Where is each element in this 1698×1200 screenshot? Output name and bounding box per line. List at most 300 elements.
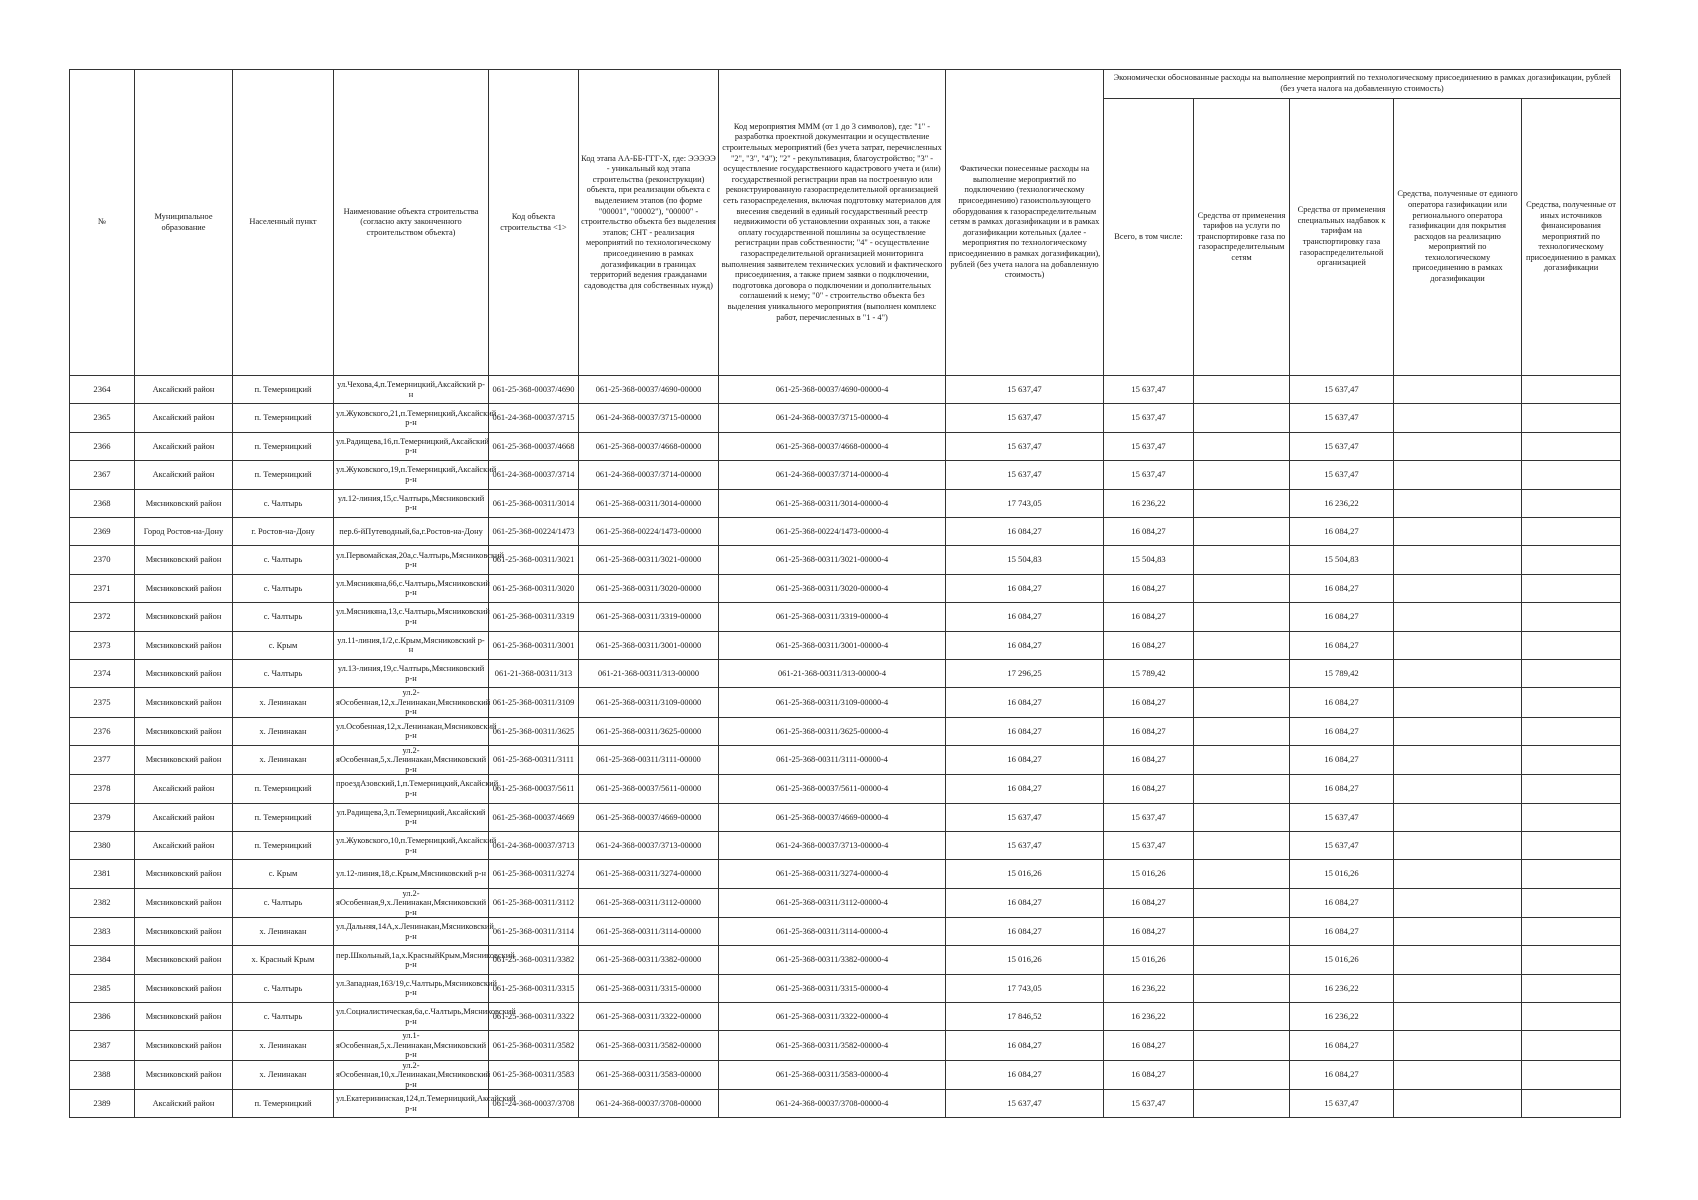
cell-stage-code: 061-25-368-00311/3319-00000	[579, 603, 719, 631]
cell-object-code: 061-25-368-00311/3625	[489, 717, 579, 745]
cell-municipality: Город Ростов-на-Дону	[135, 517, 233, 545]
cell-locality: п. Темерницкий	[233, 376, 334, 404]
cell-event-code: 061-25-368-00311/3114-00000-4	[719, 917, 946, 945]
cell-total: 16 084,27	[1104, 745, 1194, 774]
cell-event-code: 061-25-368-00037/5611-00000-4	[719, 775, 946, 803]
cell-object-name: пер.Школьный,1а,х.КрасныйКрым,Мясниковский р-н	[334, 946, 489, 974]
cell-actual-costs: 16 084,27	[946, 1031, 1104, 1060]
cell-object-name: ул.Жуковского,21,п.Темерницкий,Аксайский р-н	[334, 404, 489, 432]
cell-tariffs	[1194, 603, 1290, 631]
cell-other-funds	[1522, 404, 1621, 432]
cell-tariffs	[1194, 974, 1290, 1002]
table-row	[70, 946, 1621, 974]
cell-no: 2382	[70, 888, 135, 917]
cell-no: 2366	[70, 432, 135, 460]
cell-municipality: Мясниковский район	[135, 946, 233, 974]
gasification-cost-table	[69, 69, 1621, 1118]
header-object-code: Код объекта строительства <1>	[489, 70, 579, 376]
cell-other-funds	[1522, 860, 1621, 888]
cell-object-name: пер.6-йПутеводный,6а,г.Ростов-на-Дону	[334, 517, 489, 545]
header-economic-costs: Экономически обоснованные расходы на выполнение мероприятий по технологическому присоединению в рамках догазификации, рублей (без учета налога на добавленную стоимость)	[1104, 70, 1621, 99]
cell-operator-funds	[1394, 1089, 1522, 1117]
cell-total: 16 084,27	[1104, 1031, 1194, 1060]
cell-total: 16 236,22	[1104, 489, 1194, 517]
cell-municipality: Мясниковский район	[135, 1003, 233, 1031]
cell-operator-funds	[1394, 603, 1522, 631]
cell-actual-costs: 15 637,47	[946, 803, 1104, 831]
cell-object-name: проездАзовский,1,п.Темерницкий,Аксайский р-н	[334, 775, 489, 803]
cell-tariffs	[1194, 688, 1290, 717]
cell-total: 16 084,27	[1104, 888, 1194, 917]
cell-other-funds	[1522, 946, 1621, 974]
cell-municipality: Мясниковский район	[135, 1060, 233, 1089]
cell-event-code: 061-24-368-00037/3714-00000-4	[719, 461, 946, 489]
cell-other-funds	[1522, 775, 1621, 803]
cell-object-name: ул.Дальняя,14А,х.Ленинакан,Мясниковский р-н	[334, 917, 489, 945]
cell-stage-code: 061-24-368-00037/3715-00000	[579, 404, 719, 432]
cell-municipality: Аксайский район	[135, 775, 233, 803]
cell-object-code: 061-25-368-00311/3111	[489, 745, 579, 774]
cell-stage-code: 061-25-368-00224/1473-00000	[579, 517, 719, 545]
cell-operator-funds	[1394, 489, 1522, 517]
cell-operator-funds	[1394, 461, 1522, 489]
cell-total: 15 504,83	[1104, 546, 1194, 574]
cell-no: 2364	[70, 376, 135, 404]
cell-no: 2373	[70, 631, 135, 659]
cell-event-code: 061-25-368-00311/3020-00000-4	[719, 574, 946, 602]
cell-object-code: 061-24-368-00037/3708	[489, 1089, 579, 1117]
cell-surcharges: 16 084,27	[1290, 1060, 1394, 1089]
cell-event-code: 061-25-368-00311/3382-00000-4	[719, 946, 946, 974]
cell-surcharges: 15 637,47	[1290, 404, 1394, 432]
cell-object-name: ул.Екатерининская,124,п.Темерницкий,Аксайский р-н	[334, 1089, 489, 1117]
cell-no: 2365	[70, 404, 135, 432]
cell-stage-code: 061-25-368-00311/3322-00000	[579, 1003, 719, 1031]
cell-operator-funds	[1394, 860, 1522, 888]
table-row	[70, 574, 1621, 602]
cell-tariffs	[1194, 461, 1290, 489]
cell-no: 2377	[70, 745, 135, 774]
header-other-funds: Средства, полученные от иных источников финансирования мероприятий по технологическому присоединению в рамках догазификации	[1522, 99, 1621, 376]
cell-actual-costs: 15 637,47	[946, 432, 1104, 460]
cell-total: 15 637,47	[1104, 1089, 1194, 1117]
header-tariffs: Средства от применения тарифов на услуги по транспортировке газа по газораспределительным сетям	[1194, 99, 1290, 376]
table-row	[70, 917, 1621, 945]
cell-locality: х. Ленинакан	[233, 717, 334, 745]
cell-total: 15 637,47	[1104, 461, 1194, 489]
cell-no: 2381	[70, 860, 135, 888]
cell-tariffs	[1194, 888, 1290, 917]
cell-stage-code: 061-25-368-00037/4669-00000	[579, 803, 719, 831]
cell-actual-costs: 16 084,27	[946, 745, 1104, 774]
cell-tariffs	[1194, 376, 1290, 404]
cell-no: 2379	[70, 803, 135, 831]
cell-actual-costs: 16 084,27	[946, 603, 1104, 631]
cell-locality: х. Ленинакан	[233, 688, 334, 717]
cell-total: 16 084,27	[1104, 917, 1194, 945]
cell-tariffs	[1194, 717, 1290, 745]
cell-event-code: 061-25-368-00037/4690-00000-4	[719, 376, 946, 404]
cell-object-code: 061-25-368-00037/4690	[489, 376, 579, 404]
cell-tariffs	[1194, 517, 1290, 545]
header-municipality: Муниципальное образование	[135, 70, 233, 376]
cell-operator-funds	[1394, 404, 1522, 432]
cell-actual-costs: 16 084,27	[946, 917, 1104, 945]
cell-object-code: 061-25-368-00311/3274	[489, 860, 579, 888]
cell-no: 2384	[70, 946, 135, 974]
table-body	[70, 376, 1621, 1118]
cell-total: 15 637,47	[1104, 432, 1194, 460]
cell-other-funds	[1522, 974, 1621, 1002]
cell-object-name: ул.Жуковского,19,п.Темерницкий,Аксайский р-н	[334, 461, 489, 489]
cell-event-code: 061-25-368-00311/3112-00000-4	[719, 888, 946, 917]
cell-tariffs	[1194, 946, 1290, 974]
cell-actual-costs: 16 084,27	[946, 1060, 1104, 1089]
cell-event-code: 061-24-368-00037/3708-00000-4	[719, 1089, 946, 1117]
cell-actual-costs: 16 084,27	[946, 517, 1104, 545]
cell-no: 2388	[70, 1060, 135, 1089]
cell-operator-funds	[1394, 546, 1522, 574]
cell-object-name: ул.13-линия,19,с.Чалтырь,Мясниковский р-н	[334, 659, 489, 687]
cell-tariffs	[1194, 1089, 1290, 1117]
header-actual-costs: Фактически понесенные расходы на выполнение мероприятий по подключению (технологическому присоединению) газоиспользующего оборудования к газораспределительным сетям в рамках догазификации и в рамках догазификации котельных (далее - мероприятия по технологическому присоединению в рамках догазификации), рублей (без учета налога на добавленную стоимость)	[946, 70, 1104, 376]
cell-operator-funds	[1394, 659, 1522, 687]
cell-locality: х. Ленинакан	[233, 1031, 334, 1060]
cell-total: 16 236,22	[1104, 1003, 1194, 1031]
cell-other-funds	[1522, 803, 1621, 831]
cell-no: 2380	[70, 831, 135, 859]
cell-locality: с. Крым	[233, 631, 334, 659]
cell-stage-code: 061-25-368-00311/3111-00000	[579, 745, 719, 774]
cell-object-name: ул.Социалистическая,6а,с.Чалтырь,Мясниковский р-н	[334, 1003, 489, 1031]
cell-object-name: ул.Мясникяна,66,с.Чалтырь,Мясниковский р-н	[334, 574, 489, 602]
cell-actual-costs: 15 637,47	[946, 831, 1104, 859]
cell-object-name: ул.12-линия,18,с.Крым,Мясниковский р-н	[334, 860, 489, 888]
cell-tariffs	[1194, 917, 1290, 945]
cell-stage-code: 061-25-368-00311/3014-00000	[579, 489, 719, 517]
table-row	[70, 831, 1621, 859]
cell-actual-costs: 16 084,27	[946, 574, 1104, 602]
cell-actual-costs: 17 296,25	[946, 659, 1104, 687]
cell-actual-costs: 17 743,05	[946, 489, 1104, 517]
cell-other-funds	[1522, 461, 1621, 489]
cell-no: 2369	[70, 517, 135, 545]
cell-stage-code: 061-24-368-00037/3708-00000	[579, 1089, 719, 1117]
cell-object-code: 061-24-368-00037/3714	[489, 461, 579, 489]
cell-locality: п. Темерницкий	[233, 461, 334, 489]
cell-object-code: 061-25-368-00311/3001	[489, 631, 579, 659]
cell-event-code: 061-25-368-00311/3111-00000-4	[719, 745, 946, 774]
cell-actual-costs: 15 504,83	[946, 546, 1104, 574]
header-surcharges: Средства от применения специальных надбавок к тарифам на транспортировку газа газораспределительной организацией	[1290, 99, 1394, 376]
cell-other-funds	[1522, 1089, 1621, 1117]
cell-surcharges: 15 504,83	[1290, 546, 1394, 574]
cell-surcharges: 15 637,47	[1290, 432, 1394, 460]
table-row	[70, 1031, 1621, 1060]
cell-actual-costs: 16 084,27	[946, 631, 1104, 659]
cell-locality: х. Ленинакан	[233, 745, 334, 774]
cell-other-funds	[1522, 489, 1621, 517]
cell-stage-code: 061-25-368-00311/3020-00000	[579, 574, 719, 602]
cell-municipality: Мясниковский район	[135, 631, 233, 659]
cell-surcharges: 16 084,27	[1290, 1031, 1394, 1060]
cell-tariffs	[1194, 404, 1290, 432]
cell-tariffs	[1194, 631, 1290, 659]
cell-other-funds	[1522, 888, 1621, 917]
cell-actual-costs: 15 637,47	[946, 461, 1104, 489]
cell-actual-costs: 16 084,27	[946, 775, 1104, 803]
cell-object-code: 061-25-368-00037/5611	[489, 775, 579, 803]
cell-municipality: Аксайский район	[135, 831, 233, 859]
cell-municipality: Мясниковский район	[135, 717, 233, 745]
cell-object-name: ул.2-яОсобенная,5,х.Ленинакан,Мясниковский р-н	[334, 745, 489, 774]
cell-actual-costs: 16 084,27	[946, 717, 1104, 745]
cell-operator-funds	[1394, 376, 1522, 404]
cell-other-funds	[1522, 1060, 1621, 1089]
cell-other-funds	[1522, 831, 1621, 859]
cell-object-code: 061-25-368-00037/4669	[489, 803, 579, 831]
cell-municipality: Мясниковский район	[135, 974, 233, 1002]
cell-surcharges: 15 016,26	[1290, 946, 1394, 974]
cell-operator-funds	[1394, 574, 1522, 602]
cell-event-code: 061-25-368-00311/3582-00000-4	[719, 1031, 946, 1060]
cell-municipality: Мясниковский район	[135, 603, 233, 631]
cell-total: 16 084,27	[1104, 631, 1194, 659]
cell-tariffs	[1194, 574, 1290, 602]
cell-object-code: 061-25-368-00311/3583	[489, 1060, 579, 1089]
table-row	[70, 717, 1621, 745]
cell-municipality: Аксайский район	[135, 803, 233, 831]
cell-event-code: 061-25-368-00311/3001-00000-4	[719, 631, 946, 659]
cell-surcharges: 16 084,27	[1290, 917, 1394, 945]
cell-no: 2367	[70, 461, 135, 489]
cell-actual-costs: 15 016,26	[946, 860, 1104, 888]
cell-event-code: 061-25-368-00311/3315-00000-4	[719, 974, 946, 1002]
cell-surcharges: 15 637,47	[1290, 1089, 1394, 1117]
cell-event-code: 061-25-368-00311/3021-00000-4	[719, 546, 946, 574]
cell-surcharges: 15 637,47	[1290, 803, 1394, 831]
header-stage-code: Код этапа АА-ББ-ГГГ-Х, где: ЭЭЭЭЭ - уникальный код этапа строительства (реконструкции) объекта, при реализации объекта с выделением этапов (по форме "00001", "00002"), "00000" - строительство объекта без выделения этапов; СНТ - реализация мероприятий по технологическому присоединению в рамках догазификации в границах территорий ведения гражданами садоводства для собственных нужд)	[579, 70, 719, 376]
cell-stage-code: 061-25-368-00311/3114-00000	[579, 917, 719, 945]
cell-surcharges: 16 084,27	[1290, 717, 1394, 745]
cell-surcharges: 16 084,27	[1290, 603, 1394, 631]
cell-total: 16 084,27	[1104, 775, 1194, 803]
cell-other-funds	[1522, 745, 1621, 774]
cell-tariffs	[1194, 489, 1290, 517]
cell-total: 16 084,27	[1104, 688, 1194, 717]
cell-object-code: 061-25-368-00224/1473	[489, 517, 579, 545]
cell-municipality: Аксайский район	[135, 461, 233, 489]
cell-object-name: ул.12-линия,15,с.Чалтырь,Мясниковский р-н	[334, 489, 489, 517]
table-header	[70, 70, 1621, 376]
cell-stage-code: 061-24-368-00037/3713-00000	[579, 831, 719, 859]
cell-no: 2372	[70, 603, 135, 631]
cell-total: 16 236,22	[1104, 974, 1194, 1002]
cell-operator-funds	[1394, 717, 1522, 745]
cell-object-name: ул.2-яОсобенная,12,х.Ленинакан,Мясниковский р-н	[334, 688, 489, 717]
cell-event-code: 061-25-368-00311/3322-00000-4	[719, 1003, 946, 1031]
cell-locality: п. Темерницкий	[233, 775, 334, 803]
table-row	[70, 404, 1621, 432]
cell-tariffs	[1194, 860, 1290, 888]
cell-object-name: ул.1-яОсобенная,5,х.Ленинакан,Мясниковский р-н	[334, 1031, 489, 1060]
cell-surcharges: 16 084,27	[1290, 775, 1394, 803]
cell-municipality: Мясниковский район	[135, 860, 233, 888]
cell-actual-costs: 15 016,26	[946, 946, 1104, 974]
cell-object-name: ул.Первомайская,20а,с.Чалтырь,Мясниковский р-н	[334, 546, 489, 574]
cell-object-name: ул.Радищева,3,п.Темерницкий,Аксайский р-н	[334, 803, 489, 831]
cell-stage-code: 061-24-368-00037/3714-00000	[579, 461, 719, 489]
header-event-code: Код мероприятия МММ (от 1 до 3 символов), где: "1" - разработка проектной документации и осуществление строительных мероприятий (без учета затрат, перечисленных "2", "3", "4"); "2" - рекультивация, благоустройство; "3" - осуществление государственного кадастрового учета и (или) государственной регистрации прав на построенную или реконструированную газораспределительной организацией сеть газораспределения, включая подготовку материалов для внесения сведений в единый государственный реестр недвижимости об установлении охранных зон, а также оплату государственной пошлины за осуществление регистрации прав собственности; "4" - осуществление газораспределительной организацией мониторинга выполнения заявителем технических условий и фактического присоединения, а также прием заявки о подключении, подготовка договора о подключении и дополнительных соглашений к нему; "0" - строительство объекта без выделения уникального мероприятия (выполнен комплекс работ, перечисленных в "1 - 4")	[719, 70, 946, 376]
cell-municipality: Мясниковский район	[135, 574, 233, 602]
cell-tariffs	[1194, 1060, 1290, 1089]
cell-event-code: 061-25-368-00224/1473-00000-4	[719, 517, 946, 545]
cell-object-code: 061-25-368-00311/3315	[489, 974, 579, 1002]
cell-locality: с. Чалтырь	[233, 546, 334, 574]
cell-other-funds	[1522, 517, 1621, 545]
cell-surcharges: 15 789,42	[1290, 659, 1394, 687]
cell-locality: с. Чалтырь	[233, 659, 334, 687]
cell-surcharges: 16 084,27	[1290, 745, 1394, 774]
table-row	[70, 546, 1621, 574]
table-row	[70, 489, 1621, 517]
table-row	[70, 775, 1621, 803]
cell-actual-costs: 15 637,47	[946, 376, 1104, 404]
cell-no: 2370	[70, 546, 135, 574]
cell-stage-code: 061-25-368-00037/4690-00000	[579, 376, 719, 404]
cell-surcharges: 16 236,22	[1290, 1003, 1394, 1031]
table-row	[70, 461, 1621, 489]
cell-object-name: ул.Мясникяна,13,с.Чалтырь,Мясниковский р-н	[334, 603, 489, 631]
cell-object-name: ул.2-яОсобенная,9,х.Ленинакан,Мясниковский р-н	[334, 888, 489, 917]
cell-operator-funds	[1394, 688, 1522, 717]
cell-other-funds	[1522, 1003, 1621, 1031]
cell-operator-funds	[1394, 1003, 1522, 1031]
cell-event-code: 061-25-368-00311/3109-00000-4	[719, 688, 946, 717]
cell-operator-funds	[1394, 775, 1522, 803]
cell-municipality: Мясниковский район	[135, 1031, 233, 1060]
cell-total: 16 084,27	[1104, 717, 1194, 745]
cell-actual-costs: 15 637,47	[946, 1089, 1104, 1117]
cell-total: 16 084,27	[1104, 603, 1194, 631]
cell-tariffs	[1194, 831, 1290, 859]
cell-other-funds	[1522, 688, 1621, 717]
table-row	[70, 517, 1621, 545]
table-row	[70, 659, 1621, 687]
cell-municipality: Мясниковский район	[135, 888, 233, 917]
cell-municipality: Аксайский район	[135, 432, 233, 460]
cell-operator-funds	[1394, 803, 1522, 831]
cell-surcharges: 16 084,27	[1290, 688, 1394, 717]
cell-total: 15 637,47	[1104, 831, 1194, 859]
cell-object-name: ул.Западная,163/19,с.Чалтырь,Мясниковский р-н	[334, 974, 489, 1002]
cell-municipality: Мясниковский район	[135, 659, 233, 687]
cell-surcharges: 15 637,47	[1290, 376, 1394, 404]
table-row	[70, 860, 1621, 888]
cell-municipality: Аксайский район	[135, 376, 233, 404]
cell-event-code: 061-25-368-00311/3274-00000-4	[719, 860, 946, 888]
cell-event-code: 061-25-368-00311/3625-00000-4	[719, 717, 946, 745]
cell-total: 15 637,47	[1104, 803, 1194, 831]
table-row	[70, 974, 1621, 1002]
cell-total: 15 789,42	[1104, 659, 1194, 687]
table-row	[70, 745, 1621, 774]
cell-stage-code: 061-21-368-00311/313-00000	[579, 659, 719, 687]
cell-stage-code: 061-25-368-00311/3109-00000	[579, 688, 719, 717]
cell-object-code: 061-24-368-00037/3713	[489, 831, 579, 859]
cell-tariffs	[1194, 745, 1290, 774]
cell-operator-funds	[1394, 946, 1522, 974]
cell-stage-code: 061-25-368-00311/3315-00000	[579, 974, 719, 1002]
cell-other-funds	[1522, 546, 1621, 574]
cell-locality: с. Чалтырь	[233, 489, 334, 517]
cell-event-code: 061-25-368-00311/3014-00000-4	[719, 489, 946, 517]
cell-other-funds	[1522, 917, 1621, 945]
cell-stage-code: 061-25-368-00311/3001-00000	[579, 631, 719, 659]
cell-operator-funds	[1394, 432, 1522, 460]
header-object-name: Наименование объекта строительства (согласно акту законченного строительством объекта)	[334, 70, 489, 376]
cell-operator-funds	[1394, 1031, 1522, 1060]
cell-object-code: 061-25-368-00311/3014	[489, 489, 579, 517]
cell-object-code: 061-25-368-00311/3109	[489, 688, 579, 717]
cell-object-name: ул.Радищева,16,п.Темерницкий,Аксайский р-н	[334, 432, 489, 460]
cell-tariffs	[1194, 803, 1290, 831]
cell-stage-code: 061-25-368-00037/4668-00000	[579, 432, 719, 460]
cell-actual-costs: 16 084,27	[946, 888, 1104, 917]
cell-municipality: Мясниковский район	[135, 745, 233, 774]
cell-no: 2371	[70, 574, 135, 602]
cell-surcharges: 16 084,27	[1290, 517, 1394, 545]
cell-locality: х. Ленинакан	[233, 917, 334, 945]
table-row	[70, 1003, 1621, 1031]
cell-object-name: ул.Особенная,12,х.Ленинакан,Мясниковский р-н	[334, 717, 489, 745]
cell-object-code: 061-24-368-00037/3715	[489, 404, 579, 432]
cell-object-code: 061-25-368-00311/3322	[489, 1003, 579, 1031]
cell-no: 2378	[70, 775, 135, 803]
header-locality: Населенный пункт	[233, 70, 334, 376]
cell-municipality: Мясниковский район	[135, 917, 233, 945]
cell-surcharges: 16 084,27	[1290, 888, 1394, 917]
cell-total: 15 016,26	[1104, 946, 1194, 974]
cell-surcharges: 15 016,26	[1290, 860, 1394, 888]
cell-total: 16 084,27	[1104, 574, 1194, 602]
cell-object-code: 061-25-368-00311/3112	[489, 888, 579, 917]
cell-no: 2375	[70, 688, 135, 717]
cell-stage-code: 061-25-368-00311/3583-00000	[579, 1060, 719, 1089]
cell-operator-funds	[1394, 917, 1522, 945]
cell-stage-code: 061-25-368-00311/3582-00000	[579, 1031, 719, 1060]
cell-locality: п. Темерницкий	[233, 803, 334, 831]
cell-object-code: 061-25-368-00037/4668	[489, 432, 579, 460]
table-row	[70, 688, 1621, 717]
cell-stage-code: 061-25-368-00311/3625-00000	[579, 717, 719, 745]
cell-operator-funds	[1394, 831, 1522, 859]
cell-total: 15 637,47	[1104, 376, 1194, 404]
cell-surcharges: 15 637,47	[1290, 461, 1394, 489]
cell-operator-funds	[1394, 517, 1522, 545]
cell-event-code: 061-25-368-00311/3583-00000-4	[719, 1060, 946, 1089]
cell-no: 2389	[70, 1089, 135, 1117]
cell-surcharges: 16 084,27	[1290, 631, 1394, 659]
cell-tariffs	[1194, 1031, 1290, 1060]
cell-event-code: 061-24-368-00037/3713-00000-4	[719, 831, 946, 859]
cell-event-code: 061-25-368-00311/3319-00000-4	[719, 603, 946, 631]
cell-municipality: Аксайский район	[135, 1089, 233, 1117]
cell-locality: х. Красный Крым	[233, 946, 334, 974]
cell-municipality: Мясниковский район	[135, 688, 233, 717]
table-row	[70, 432, 1621, 460]
cell-event-code: 061-25-368-00037/4669-00000-4	[719, 803, 946, 831]
